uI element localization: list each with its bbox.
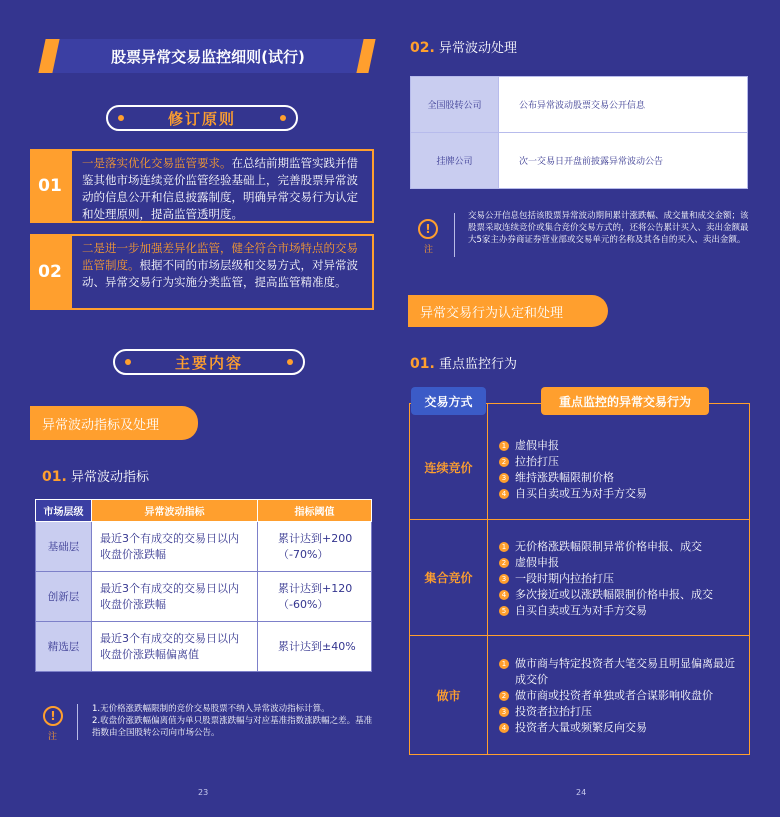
threshold-value: 累计达到±40%: [258, 622, 372, 672]
indicator-table: [35, 499, 372, 672]
table-row: [36, 572, 372, 622]
table-row: [36, 522, 372, 572]
number-badge-icon: 4: [499, 590, 509, 600]
list-item-text: 虚假申报: [515, 556, 559, 569]
table-header: 异常波动指标: [92, 500, 258, 522]
main-content-heading: [113, 349, 305, 375]
exclamation-circle-icon: !: [43, 706, 63, 726]
note-label: 注: [424, 245, 434, 255]
subsection-number: 01.: [42, 469, 67, 485]
subsection-label: 异常波动指标: [70, 470, 149, 485]
behaviour-list: [499, 539, 744, 619]
list-item: [499, 555, 744, 571]
list-item: [499, 688, 744, 704]
table-header-row: [36, 500, 372, 522]
table-row: [36, 622, 372, 672]
number-badge-icon: 1: [499, 542, 509, 552]
trade-method: 集合竞价: [424, 571, 473, 585]
indicator-desc: 最近3个有成交的交易日以内收盘价涨跌幅偏离值: [92, 622, 258, 672]
threshold-value: 累计达到+120（-60%）: [258, 572, 372, 622]
list-item-text: 自买自卖或互为对手方交易: [515, 604, 647, 617]
bullet-dot-icon: [125, 359, 131, 365]
number-badge-icon: 2: [499, 691, 509, 701]
principle-text: [70, 149, 374, 223]
list-item-text: 多次接近或以涨跌幅限制价格申报、成交: [515, 588, 713, 601]
note-text: [92, 703, 376, 739]
page-title: 股票异常交易监控细则(试行): [111, 47, 305, 66]
section-tab-abnormal-trading: 异常交易行为认定和处理: [408, 295, 608, 327]
number-badge-icon: 4: [499, 723, 509, 733]
behaviour-head-behaviour: 重点监控的异常交易行为: [541, 387, 709, 415]
principle-text: [70, 234, 374, 310]
list-item-text: 维持涨跌幅限制价格: [515, 471, 614, 484]
principle-number: 02: [30, 234, 70, 310]
list-item: [499, 571, 744, 587]
list-item-text: 投资者拉抬打压: [515, 705, 592, 718]
number-badge-icon: 3: [499, 707, 509, 717]
page-number: 24: [576, 788, 587, 797]
table-row: [411, 77, 748, 133]
list-item: [499, 704, 744, 720]
principle-highlight: 二是进一步加强差异化监管，健全符合市场特点的交易监管制度。: [82, 241, 358, 272]
list-item: [499, 486, 744, 502]
revision-heading: [106, 105, 298, 131]
principle-body: 根据不同的市场层级和交易方式，对异常波动、异常交易行为实施分类监管，提高监管精准度。: [82, 258, 358, 289]
list-item: [499, 470, 744, 486]
column-divider: [487, 403, 488, 755]
subsection-label: 异常波动处理: [438, 41, 517, 56]
disclosure-info: 公布异常波动股票交易公开信息: [499, 77, 748, 133]
list-item-text: 虚假申报: [515, 439, 559, 452]
indicator-desc: 最近3个有成交的交易日以内收盘价涨跌幅: [92, 522, 258, 572]
exclamation-circle-icon: !: [418, 219, 438, 239]
subsection-number: 01.: [410, 356, 435, 372]
trade-method: 连续竞价: [424, 460, 473, 475]
table-header: 指标阈值: [258, 500, 372, 522]
disclosure-table: [410, 76, 748, 189]
list-item-text: 一段时期内拉抬打压: [515, 572, 614, 585]
list-item-text: 无价格涨跌幅限制异常价格申报、成交: [515, 540, 702, 553]
subsection-heading: [410, 37, 517, 56]
disclosure-party: 挂牌公司: [411, 133, 499, 189]
bullet-dot-icon: [287, 359, 293, 365]
number-badge-icon: 1: [499, 441, 509, 451]
number-badge-icon: 1: [499, 659, 509, 669]
list-item-text: 自买自卖或互为对手方交易: [515, 487, 647, 500]
subsection-heading: [410, 353, 517, 372]
disclosure-party: 全国股转公司: [411, 77, 499, 133]
table-row: [411, 133, 748, 189]
disclosure-info: 次一交易日开盘前披露异常波动公告: [499, 133, 748, 189]
market-level: 基础层: [36, 522, 92, 572]
note-divider: [77, 704, 78, 740]
list-item-text: 拉抬打压: [515, 455, 559, 468]
subsection-heading: [42, 466, 149, 485]
list-item: [499, 656, 744, 688]
trade-method: 做市: [436, 688, 461, 703]
bullet-dot-icon: [118, 115, 124, 121]
number-badge-icon: 2: [499, 558, 509, 568]
market-level: 创新层: [36, 572, 92, 622]
market-level: 精选层: [36, 622, 92, 672]
principle-highlight: 一是落实优化交易监管要求。: [82, 156, 232, 170]
subsection-label: 重点监控行为: [438, 357, 517, 372]
table-header: 市场层级: [36, 500, 92, 522]
behaviour-list: [499, 438, 744, 502]
note-line-2: 2.收盘价涨跌幅偏离值为单只股票涨跌幅与对应基准指数涨跌幅之差。基准指数由全国股转公司向市场公告。: [92, 716, 373, 738]
list-item-text: 投资者大量或频繁反向交易: [515, 721, 647, 734]
list-item: [499, 454, 744, 470]
list-item: [499, 720, 744, 736]
note-line-1: 1.无价格涨跌幅限制的竞价交易股票不纳入异常波动指标计算。: [92, 704, 330, 714]
bullet-dot-icon: [280, 115, 286, 121]
number-badge-icon: 4: [499, 489, 509, 499]
number-badge-icon: 3: [499, 574, 509, 584]
principle-body: 在总结前期监管实践并借鉴其他市场连续竞价监管经验基础上，完善股票异常波动的信息公开和信息披露制度，明确异常交易行为认定和处理原则，提高监管透明度。: [82, 156, 358, 221]
list-item-text: 做市商与特定投资者大笔交易且明显偏离最近成交价: [515, 657, 735, 686]
list-item: [499, 539, 744, 555]
number-badge-icon: 2: [499, 457, 509, 467]
principle-number: 01: [30, 149, 70, 223]
list-item: [499, 438, 744, 454]
list-item: [499, 587, 744, 603]
note-label: 注: [48, 732, 58, 742]
behaviour-list: [499, 656, 744, 736]
list-item: [499, 603, 744, 619]
page-number: 23: [198, 788, 209, 797]
note-text: 交易公开信息包括该股票异常波动期间累计涨跌幅、成交量和成交金额；该股票采取连续竞价或集合竞价交易方式的，还将公告累计买入、卖出金额最大5家主办券商证券营业部或交易单元的名称及其各自的买入、卖出金额。: [468, 211, 749, 245]
subsection-number: 02.: [410, 40, 435, 56]
revision-heading-label: 修订原则: [167, 109, 236, 128]
main-content-heading-label: 主要内容: [174, 353, 243, 372]
list-item-text: 做市商或投资者单独或者合谋影响收盘价: [515, 689, 713, 702]
threshold-value: 累计达到+200（-70%）: [258, 522, 372, 572]
indicator-desc: 最近3个有成交的交易日以内收盘价涨跌幅: [92, 572, 258, 622]
note-divider: [454, 213, 455, 257]
behaviour-head-method: 交易方式: [411, 387, 486, 415]
section-tab-abnormal-volatility: 异常波动指标及处理: [30, 406, 198, 440]
number-badge-icon: 3: [499, 473, 509, 483]
number-badge-icon: 5: [499, 606, 509, 616]
